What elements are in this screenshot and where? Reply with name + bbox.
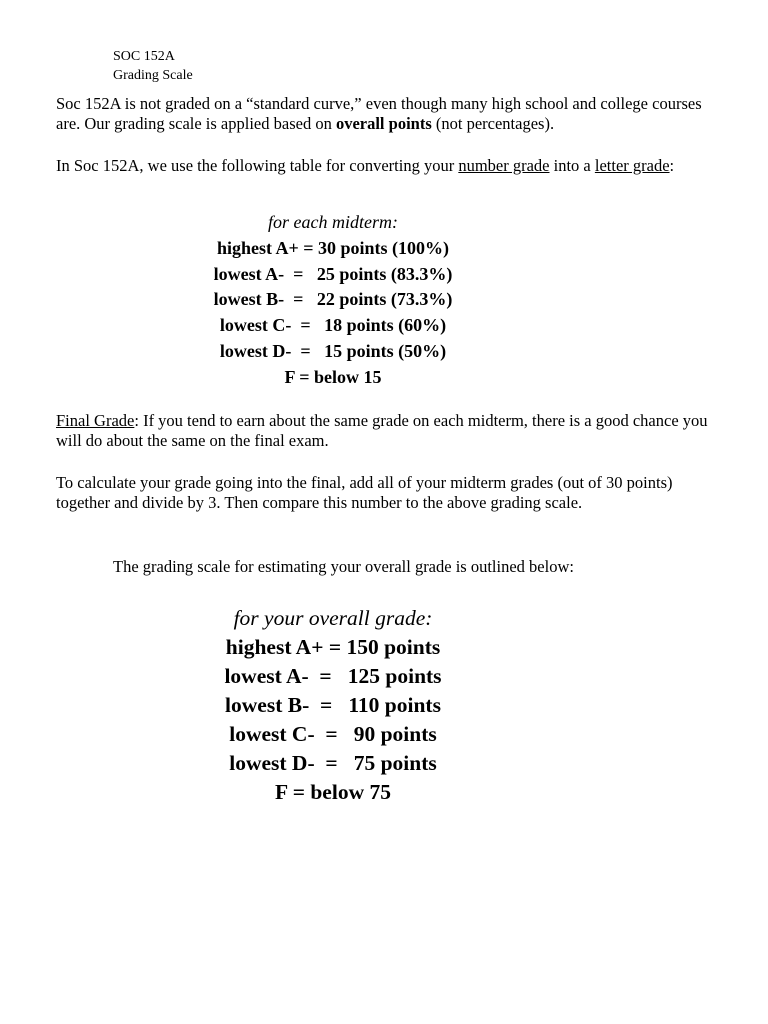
overall-row: lowest B- = 110 points	[225, 693, 441, 717]
overall-row: lowest C- = 90 points	[229, 722, 437, 746]
midterm-table-caption: for each midterm:	[268, 212, 398, 232]
midterm-row: lowest B- = 22 points (73.3%)	[213, 289, 453, 310]
midterm-row: highest A+ = 30 points (100%)	[216, 237, 450, 258]
document-subtitle: Grading Scale	[113, 68, 193, 83]
overall-row: lowest D- = 75 points	[229, 751, 437, 775]
number-grade-underline: number grade	[458, 156, 550, 175]
final-grade-paragraph	[56, 411, 716, 451]
midterm-row: lowest D- = 15 points (50%)	[219, 340, 447, 361]
conversion-text-1: In Soc 152A, we use the following table for converting your	[56, 156, 459, 175]
midterm-row: F = below 15	[284, 366, 382, 387]
conversion-text-2: into a	[549, 156, 595, 175]
document-header	[113, 47, 193, 85]
conversion-text-3: :	[669, 156, 675, 175]
overall-row: lowest A- = 125 points	[224, 664, 442, 688]
intro-text-before: Soc 152A is not graded on a “standard curve,” even though many high school and college courses are. Our grading scale is applied based on	[56, 94, 702, 133]
midterm-grade-table	[183, 210, 483, 391]
final-grade-label: Final Grade	[56, 411, 135, 430]
intro-text-after: (not percentages).	[431, 114, 555, 133]
overall-row: F = below 75	[275, 780, 391, 804]
intro-bold-text: overall points	[335, 114, 432, 133]
calculate-paragraph: To calculate your grade going into the final, add all of your midterm grades (out of 30 points) together and divide by 3. Then compare this number to the above grading scale.	[56, 473, 673, 512]
intro-paragraph	[56, 94, 716, 134]
midterm-row: lowest A- = 25 points (83.3%)	[213, 263, 453, 284]
course-code: SOC 152A	[113, 49, 175, 64]
final-grade-text: : If you tend to earn about the same grade on each midterm, there is a good chance you will do about the same on the final exam.	[56, 411, 708, 450]
conversion-paragraph	[56, 156, 716, 176]
overall-intro-paragraph: The grading scale for estimating your overall grade is outlined below:	[113, 557, 574, 576]
overall-row: highest A+ = 150 points	[225, 635, 441, 659]
letter-grade-underline: letter grade	[594, 156, 670, 175]
overall-grade-table	[183, 604, 483, 807]
midterm-row: lowest C- = 18 points (60%)	[219, 315, 447, 336]
overall-table-caption: for your overall grade:	[233, 606, 433, 630]
